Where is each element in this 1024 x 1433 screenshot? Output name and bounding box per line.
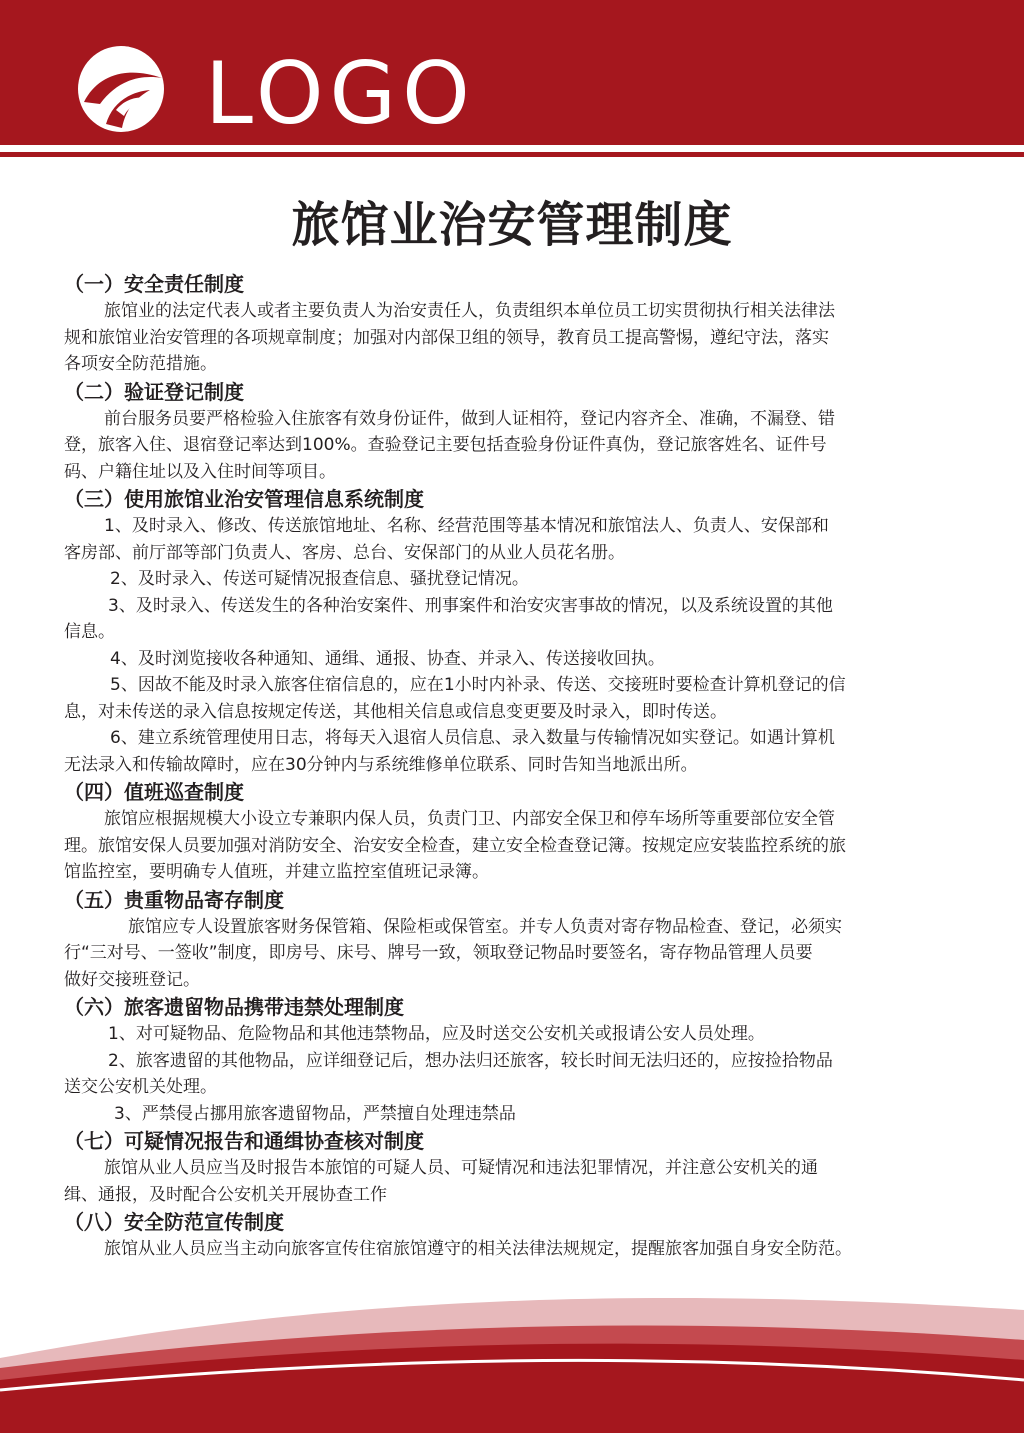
section-line: 旅馆从业人员应当及时报告本旅馆的可疑人员、可疑情况和违法犯罪情况，并注意公安机关的通	[104, 1158, 818, 1178]
section-heading: （二）验证登记制度	[64, 379, 244, 404]
section-line: 做好交接班登记。	[64, 969, 200, 990]
section-line: 各项安全防范措施。	[64, 354, 217, 374]
logo-text: LOGO	[205, 44, 476, 144]
section-5	[64, 886, 964, 994]
section-line: 送交公安机关处理。	[64, 1077, 217, 1097]
section-heading: （七）可疑情况报告和通缉协查核对制度	[64, 1129, 424, 1153]
section-heading: （六）旅客遗留物品携带违禁处理制度	[64, 995, 404, 1019]
section-line: 客房部、前厅部等部门负责人、客房、总台、安保部门的从业人员花名册。	[64, 542, 625, 563]
section-line: 3、严禁侵占挪用旅客遗留物品，严禁擅自处理违禁品	[114, 1103, 516, 1124]
section-line: 前台服务员要严格检验入住旅客有效身份证件，做到人证相符，登记内容齐全、准确，不漏登、错	[104, 408, 835, 429]
section-line: 5、因故不能及时录入旅客住宿信息的，应在1小时内补录、传送、交接班时要检查计算机登记的信	[110, 675, 846, 695]
footer-wave	[0, 1240, 1024, 1433]
section-line: 2、及时录入、传送可疑情况报查信息、骚扰登记情况。	[110, 569, 529, 589]
swirl-logo-icon	[76, 44, 166, 134]
section-3	[64, 485, 964, 778]
section-line: 旅馆从业人员应当主动向旅客宣传住宿旅馆遵守的相关法律法规规定，提醒旅客加强自身安全防范。	[104, 1239, 852, 1259]
regulations-content	[64, 270, 964, 1263]
section-line: 缉、通报，及时配合公安机关开展协查工作	[64, 1184, 387, 1205]
section-2	[64, 378, 964, 486]
section-7	[64, 1127, 964, 1208]
section-heading: （八）安全防范宣传制度	[64, 1210, 284, 1234]
section-line: 2、旅客遗留的其他物品，应详细登记后，想办法归还旅客，较长时间无法归还的，应按捡拾物品	[108, 1050, 833, 1071]
section-heading: （一）安全责任制度	[64, 272, 244, 296]
section-heading: （四）值班巡查制度	[64, 780, 244, 804]
section-line: 旅馆业的法定代表人或者主要负责人为治安责任人，负责组织本单位员工切实贯彻执行相关法律法	[104, 301, 835, 321]
section-1	[64, 270, 964, 378]
page-title: 旅馆业治安管理制度	[291, 197, 733, 253]
section-heading: （五）贵重物品寄存制度	[64, 887, 284, 912]
section-line: 规和旅馆业治安管理的各项规章制度；加强对内部保卫组的领导，教育员工提高警惕，遵纪守法，落实	[64, 327, 829, 348]
section-line: 旅馆应根据规模大小设立专兼职内保人员，负责门卫、内部安全保卫和停车场所等重要部位安全管	[104, 809, 835, 829]
section-line: 馆监控室，要明确专人值班，并建立监控室值班记录簿。	[64, 862, 489, 882]
section-line: 登，旅客入住、退宿登记率达到100%。查验登记主要包括查验身份证件真伪，登记旅客姓名、证件号	[64, 435, 827, 455]
section-line: 无法录入和传输故障时，应在30分钟内与系统维修单位联系、同时告知当地派出所。	[64, 754, 698, 775]
section-heading: （三）使用旅馆业治安管理信息系统制度	[64, 487, 424, 511]
section-line: 1、对可疑物品、危险物品和其他违禁物品，应及时送交公安机关或报请公安人员处理。	[108, 1024, 765, 1044]
section-line: 理。旅馆安保人员要加强对消防安全、治安安全检查，建立安全检查登记簿。按规定应安装监控系统的旅	[64, 835, 846, 856]
section-line: 行“三对号、一签收”制度，即房号、床号、牌号一致，领取登记物品时要签名，寄存物品管理人员要	[64, 943, 813, 963]
section-4	[64, 778, 964, 886]
section-6	[64, 993, 964, 1127]
section-line: 6、建立系统管理使用日志，将每天入退宿人员信息、录入数量与传输情况如实登记。如遇计算机	[110, 728, 835, 748]
section-line: 3、及时录入、传送发生的各种治安案件、刑事案件和治安灾害事故的情况，以及系统设置的其他	[108, 595, 833, 616]
section-line: 4、及时浏览接收各种通知、通缉、通报、协查、并录入、传送接收回执。	[110, 648, 665, 669]
section-line: 息，对未传送的录入信息按规定传送，其他相关信息或信息变更要及时录入，即时传送。	[64, 701, 727, 722]
section-line: 信息。	[64, 622, 115, 642]
section-line: 1、及时录入、修改、传送旅馆地址、名称、经营范围等基本情况和旅馆法人、负责人、安保部和	[104, 516, 829, 536]
section-line: 码、户籍住址以及入住时间等项目。	[64, 461, 336, 482]
header-divider	[0, 152, 1024, 157]
section-line: 旅馆应专人设置旅客财务保管箱、保险柜或保管室。并专人负责对寄存物品检查、登记，必须实	[128, 916, 842, 937]
